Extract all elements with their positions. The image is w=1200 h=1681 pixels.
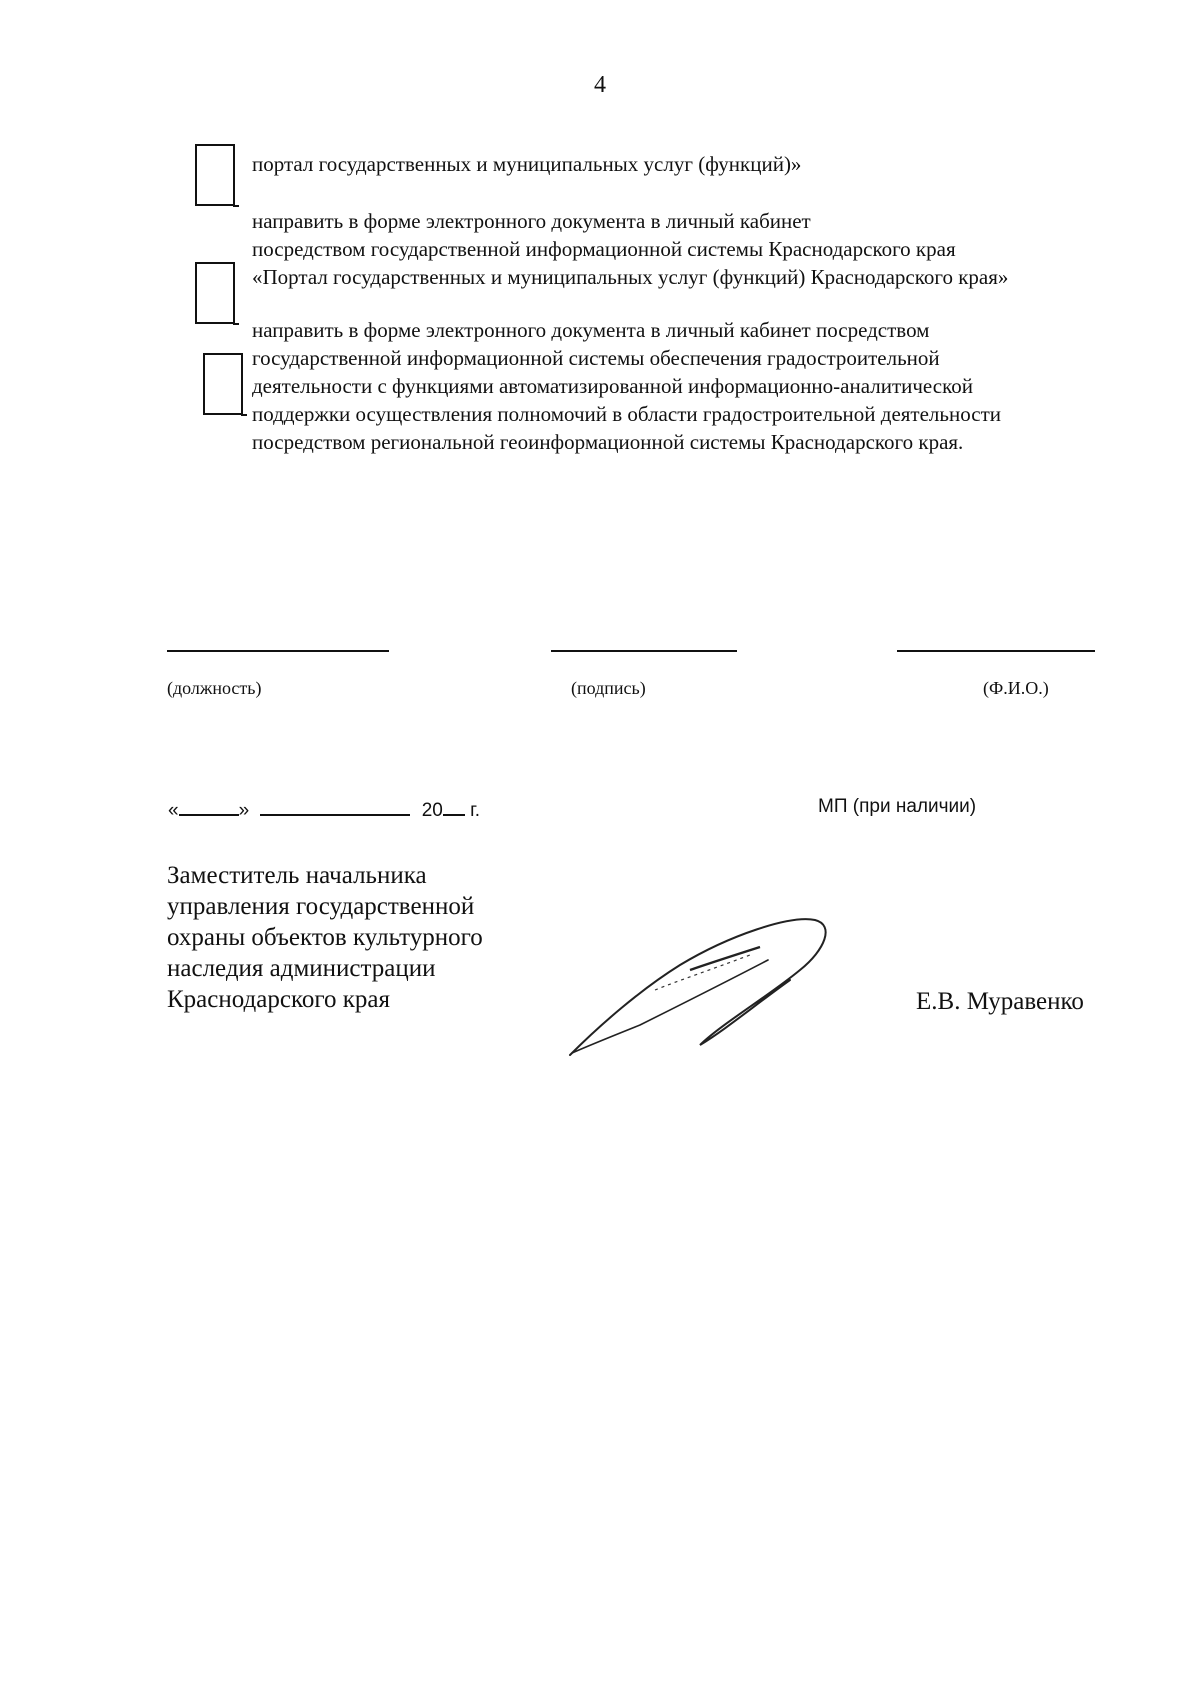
option-2-line-1: направить в форме электронного документа в личный кабинет — [252, 209, 811, 233]
option-3-line-4: поддержки осуществления полномочий в области градостроительной деятельности — [252, 402, 1001, 426]
year-blank[interactable] — [443, 796, 465, 816]
name-caption: (Ф.И.О.) — [983, 678, 1049, 698]
official-title-line-2: управления государственной — [167, 893, 475, 920]
date-field — [168, 796, 480, 822]
option-1-checkbox[interactable] — [195, 144, 235, 206]
option-3-line-3: деятельности с функциями автоматизированной информационно-аналитической — [252, 374, 973, 398]
stamp-note: МП (при наличии) — [818, 796, 977, 817]
option-3-line-2: государственной информационной системы обеспечения градостроительной — [252, 346, 940, 370]
signature-caption: (подпись) — [571, 678, 646, 698]
year-prefix: 20 — [421, 800, 443, 821]
option-2-line-3: «Портал государственных и муниципальных услуг (функций) Краснодарского края» — [252, 265, 1009, 289]
official-title — [167, 860, 483, 1015]
option-3-checkbox[interactable] — [203, 353, 243, 415]
position-line — [167, 650, 389, 652]
name-line — [897, 650, 1095, 652]
option-3-line-1: направить в форме электронного документа в личный кабинет посредством — [252, 318, 930, 342]
option-2-text — [252, 207, 1008, 291]
official-title-line-5: Краснодарского края — [167, 986, 390, 1013]
official-name: Е.В. Муравенко — [916, 988, 1084, 1015]
option-2-line-2: посредством государственной информационной системы Краснодарского края — [252, 237, 956, 261]
official-title-line-3: охраны объектов культурного — [167, 924, 483, 951]
option-3-text — [252, 316, 1001, 456]
page-number: 4 — [594, 72, 606, 98]
official-title-line-4: наследия администрации — [167, 955, 436, 982]
option-3-line-5: посредством региональной геоинформационной системы Краснодарского края. — [252, 430, 964, 454]
position-caption: (должность) — [167, 678, 262, 698]
handwritten-signature — [560, 895, 880, 1065]
date-close-quote: » — [238, 800, 250, 821]
year-suffix: г. — [470, 800, 481, 821]
official-title-line-1: Заместитель начальника — [167, 862, 427, 889]
date-open-quote: « — [168, 800, 179, 821]
day-blank[interactable] — [179, 796, 239, 816]
option-2-checkbox[interactable] — [195, 262, 235, 324]
option-1-text — [252, 150, 801, 178]
signature-line — [551, 650, 737, 652]
option-1-line-1: портал государственных и муниципальных услуг (функций)» — [252, 152, 802, 176]
month-blank[interactable] — [260, 796, 410, 816]
